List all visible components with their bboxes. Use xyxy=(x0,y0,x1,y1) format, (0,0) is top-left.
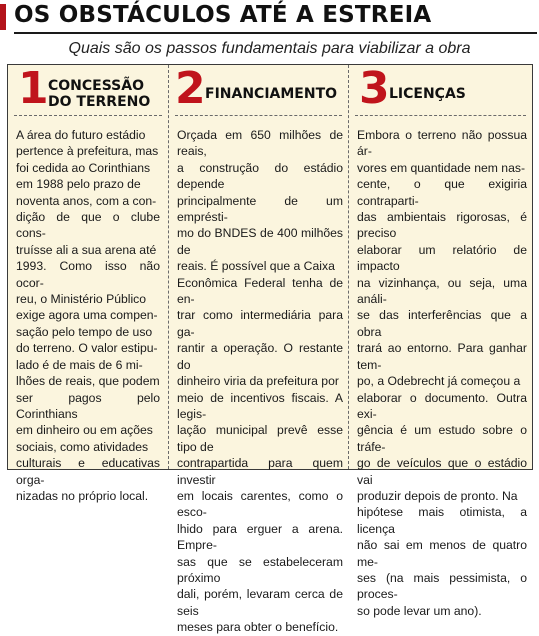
body-line: noventa anos, com a con- xyxy=(16,193,157,208)
subtitle: Quais são os passos fundamentais para viabilizar a obra xyxy=(68,40,471,57)
step-title-line: DO TERRENO xyxy=(48,94,151,110)
body-line: po, a Odebrecht já começou a xyxy=(357,374,521,389)
body-line: principalmente de um emprésti- xyxy=(177,193,343,225)
body-line: vores em quantidade nem nas- xyxy=(357,160,526,175)
body-line: go de veículos que o estádio vai xyxy=(357,456,527,487)
body-line: truísse ali a sua arena até xyxy=(16,242,157,257)
page-title: OS OBSTÁCULOS ATÉ A ESTREIA xyxy=(14,2,432,28)
body-line: das ambientais rigorosas, é preciso xyxy=(357,210,527,241)
body-line: rantir a operação. O restante do xyxy=(177,341,343,372)
step-title-line: CONCESSÃO xyxy=(48,78,145,94)
body-line: reu, o Ministério Público xyxy=(16,292,147,307)
body-line: meses para obter o benefício. xyxy=(177,620,339,635)
step-body-3 xyxy=(357,127,527,619)
body-line: contrapartida para quem investir xyxy=(177,456,343,487)
body-line: sociais, como atividades xyxy=(16,439,149,454)
body-line: so pode levar um ano). xyxy=(357,603,482,618)
step-title-line: FINANCIAMENTO xyxy=(205,86,338,102)
body-line: sação pelo tempo de uso xyxy=(16,324,153,339)
step-number: 3 xyxy=(359,63,390,114)
body-line: A área do futuro estádio xyxy=(16,128,146,142)
step-header-2 xyxy=(169,65,348,115)
body-line: trar como intermediária para ga- xyxy=(177,308,343,339)
body-line: lado é de mais de 6 mi- xyxy=(16,357,143,372)
body-line: mo do BNDES de 400 milhões de xyxy=(177,226,343,257)
body-line: produzir depois de pronto. Na xyxy=(357,488,518,503)
body-line: culturais e educativas orga- xyxy=(16,456,160,487)
body-line: nizadas no próprio local. xyxy=(16,488,149,503)
step-divider xyxy=(175,115,342,116)
body-line: em dinheiro ou em ações xyxy=(16,423,153,438)
body-line: dinheiro viria da prefeitura por xyxy=(177,374,339,389)
body-line: pertence à prefeitura, mas xyxy=(16,144,159,159)
body-line: Econômica Federal tenha de en- xyxy=(177,275,343,307)
body-line: reais. É possível que a Caixa xyxy=(177,259,335,274)
step-column-1 xyxy=(8,63,168,503)
body-line: exige agora uma compen- xyxy=(16,308,158,323)
body-line: dição de que o clube cons- xyxy=(16,210,160,241)
body-line: não sai em menos de quatro me- xyxy=(357,538,527,569)
step-header-3 xyxy=(349,65,532,115)
body-line: na vizinhança, ou seja, uma análi- xyxy=(357,275,527,307)
header-accent-bar xyxy=(0,4,6,30)
body-line: elaborar o documento. Outra exi- xyxy=(357,390,527,421)
steps-panel xyxy=(7,63,533,635)
body-line: sas que se estabeleceram próximo xyxy=(177,554,343,585)
body-line: lação municipal prevê esse tipo de xyxy=(177,423,343,454)
body-line: ser pagos pelo Corinthians xyxy=(16,390,160,421)
body-line: 1993. Como isso não ocor- xyxy=(16,259,160,290)
body-line: foi cedida ao Corinthians xyxy=(16,160,151,175)
body-line: lhido para erguer a arena. Empre- xyxy=(177,521,343,553)
step-divider xyxy=(14,115,162,116)
body-line: lhões de reais, que podem xyxy=(16,374,160,389)
step-body-2 xyxy=(177,127,343,636)
body-line: se das interferências que a obra xyxy=(357,308,527,339)
body-line: dali, porém, levaram cerca de seis xyxy=(177,587,343,618)
body-line: Orçada em 650 milhões de reais, xyxy=(177,128,343,159)
header-rule xyxy=(14,32,537,34)
step-number: 2 xyxy=(175,63,206,114)
header xyxy=(0,0,539,36)
step-number: 1 xyxy=(18,63,49,114)
step-column-2 xyxy=(168,63,348,635)
body-line: hipótese mais otimista, a licença xyxy=(357,505,527,536)
body-line: a construção do estádio depende xyxy=(177,160,343,192)
body-line: em 1988 pelo prazo de xyxy=(16,177,141,192)
body-line: em locais carentes, como o esco- xyxy=(177,488,343,520)
body-line: cente, o que exigiria contraparti- xyxy=(357,177,527,208)
body-line: ses (na mais pessimista, o proces- xyxy=(357,570,527,602)
step-header-1 xyxy=(8,65,168,115)
step-title-line: LICENÇAS xyxy=(389,86,466,102)
body-line: Embora o terreno não possua ár- xyxy=(357,128,527,159)
body-line: do terreno. O valor estipu- xyxy=(16,341,158,356)
body-line: elaborar um relatório de impacto xyxy=(357,242,527,274)
body-line: gência é um estudo sobre o tráfe- xyxy=(357,423,527,454)
body-line: trará ao entorno. Para ganhar tem- xyxy=(357,341,527,372)
step-divider xyxy=(355,115,526,116)
step-column-3 xyxy=(348,63,532,618)
body-line: meio de incentivos fiscais. A legis- xyxy=(177,390,343,421)
step-body-1 xyxy=(16,127,160,504)
